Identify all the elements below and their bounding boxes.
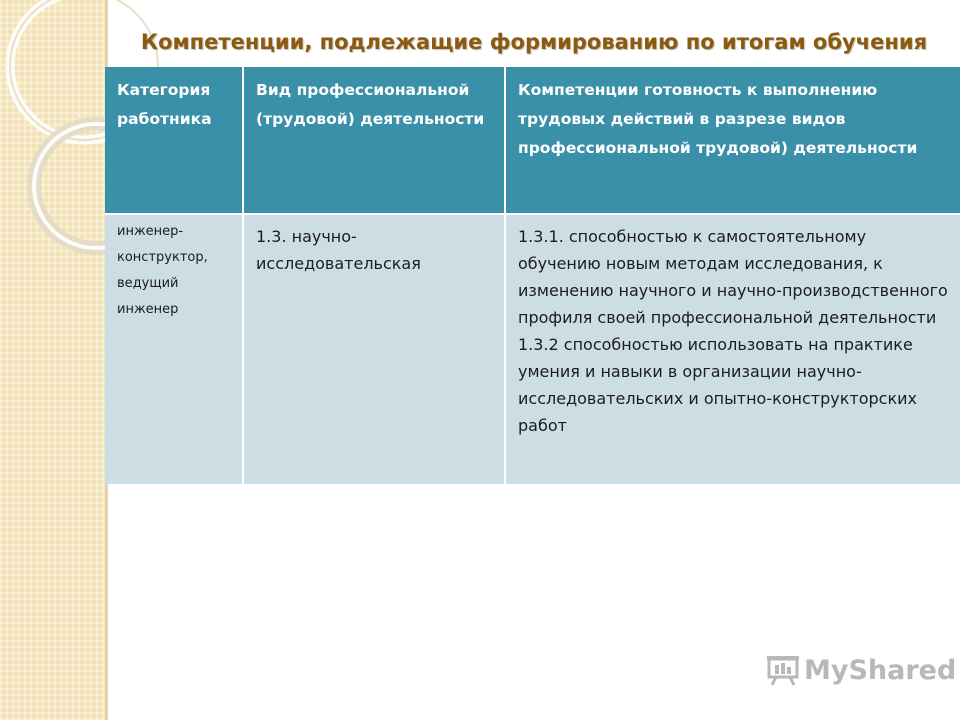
competency-table bbox=[105, 67, 960, 484]
competency-item: 1.3.1. способностью к самостоятельному обучению новым методам исследования, к изменению научного и научно-производственного профиля своей профессиональной деятельности bbox=[518, 227, 948, 327]
watermark-logo bbox=[766, 654, 956, 686]
table-header-row bbox=[105, 67, 960, 214]
cell-category: инженер-конструктор, ведущий инженер bbox=[105, 214, 243, 484]
slide-title: Компетенции, подлежащие формированию по итогам обучения bbox=[140, 30, 928, 54]
table-row bbox=[105, 214, 960, 484]
cell-competencies bbox=[505, 214, 960, 484]
header-activity: Вид профессиональной (трудовой) деятельности bbox=[243, 67, 505, 214]
cell-activity: 1.3. научно-исследовательская bbox=[243, 214, 505, 484]
header-competencies: Компетенции готовность к выполнению трудовых действий в разрезе видов профессиональной трудовой) деятельности bbox=[505, 67, 960, 214]
header-category: Категория работника bbox=[105, 67, 243, 214]
competency-item: 1.3.2 способностью использовать на практике умения и навыки в организации научно-исследовательских и опытно-конструкторских работ bbox=[518, 335, 918, 435]
watermark-text: MyShared bbox=[804, 654, 957, 686]
presentation-board-icon bbox=[766, 654, 800, 686]
